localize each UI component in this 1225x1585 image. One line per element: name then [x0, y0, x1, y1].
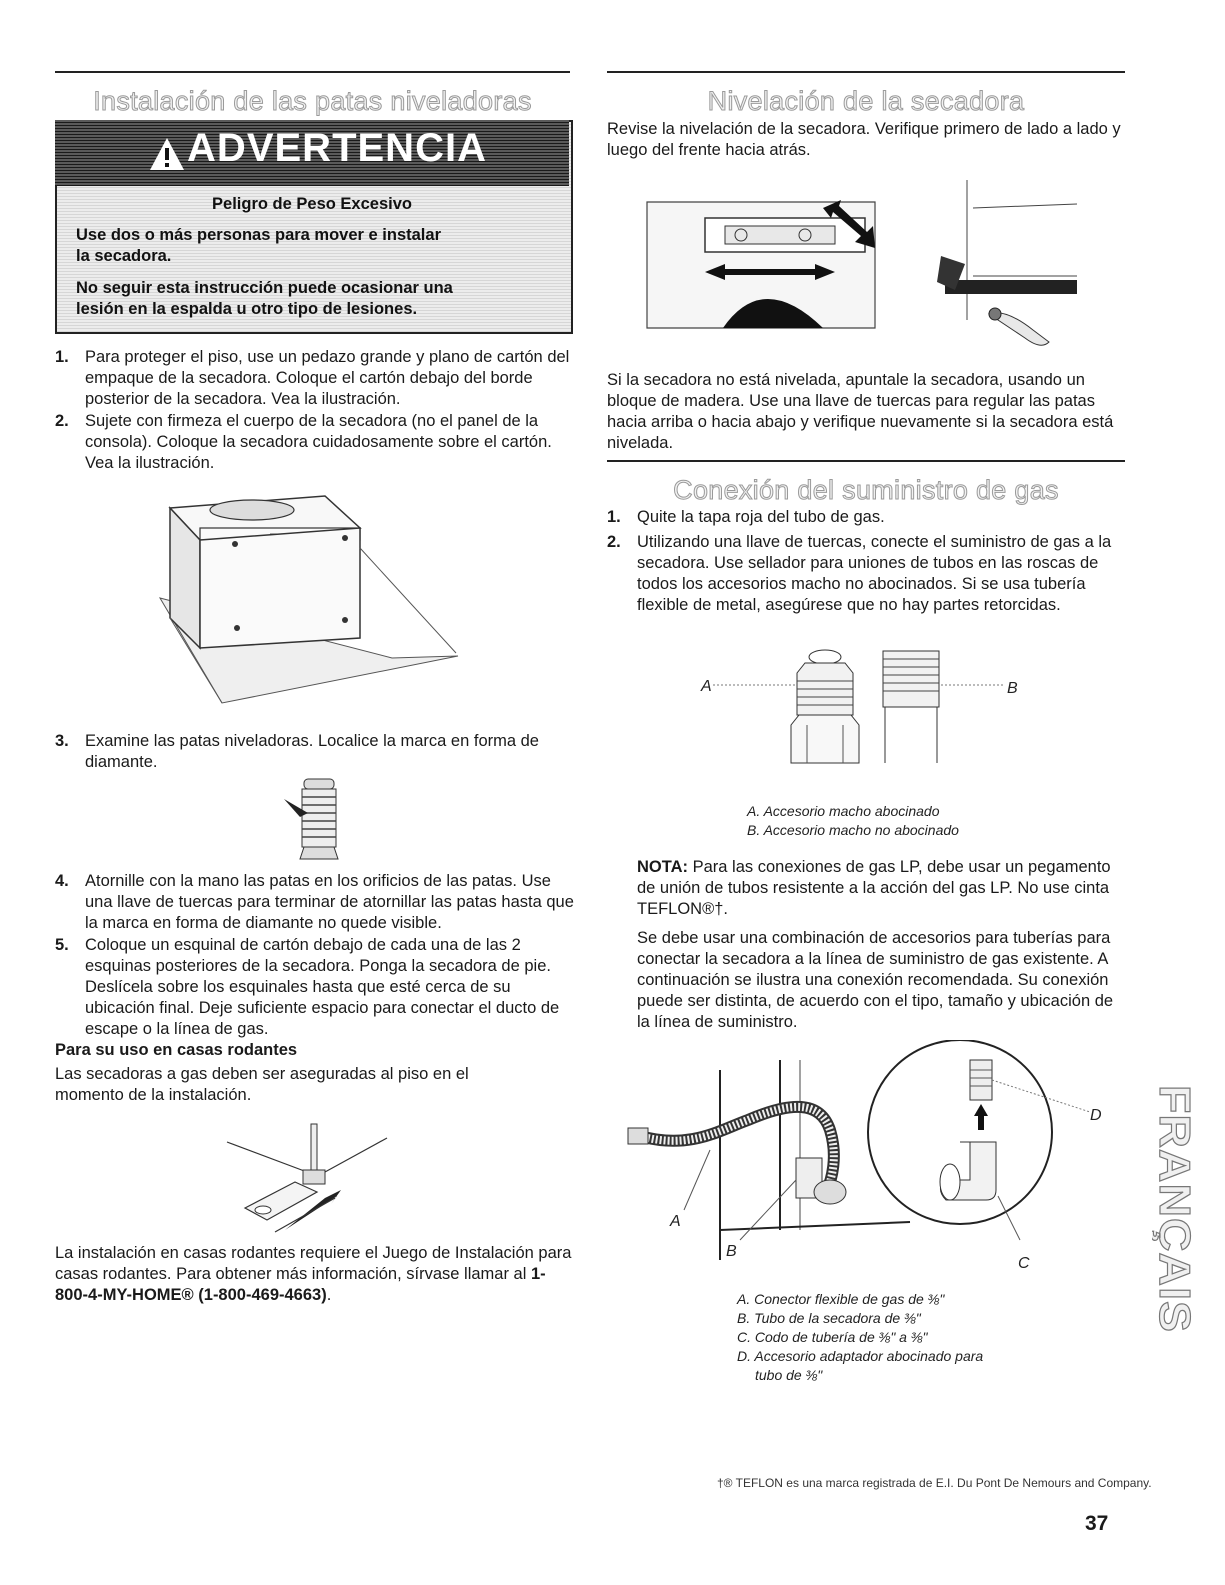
right-section-heading-2: Conexión del suministro de gas: [673, 475, 1059, 505]
right-section-heading-1: Nivelación de la secadora: [707, 86, 1025, 116]
mobile-home-text: Las secadoras a gas deben ser aseguradas al piso en el momento de la instalación.: [55, 1065, 469, 1104]
combo-text: Se debe usar una combinación de accesorios para tuberías para conectar la secadora a la línea de suministro de gas existente. A continuación se ilustra una conexión recomendada. Su conexión puede ser distinta, de acuerdo con el tipo, tamaño y ubicación de la línea de suministro.: [637, 929, 1114, 1031]
footnote: †® TEFLON es una marca registrada de E.I. Du Pont De Nemours and Company.: [717, 1476, 1152, 1490]
language-side-tab-label: FRANÇAIS: [1152, 1085, 1199, 1321]
warning-hazard: Peligro de Peso Excesivo: [212, 195, 412, 213]
right-mid-rule: [607, 460, 1125, 462]
list-item: 2. Utilizando una llave de tuercas, conecte el suministro de gas a la secadora. Use sellador para uniones de tubos en las roscas de todos los accesorios macho no abocinados. Si se usa tubería flexible de metal, asegúrese que no hay partes retorcidas.: [607, 533, 1112, 614]
gas-connection-illustration: [620, 1040, 1110, 1272]
list-item: 4. Atornille con la mano las patas en los orificios de las patas. Use una llave de tuercas para terminar de atornillar las patas hasta que la marca en forma de diamante no quede visible.: [55, 872, 574, 932]
conn-label-d: D: [1090, 1107, 1102, 1124]
fitting-caption-b: B. Accesorio macho no abocinado: [747, 822, 959, 838]
mobile-home-kit-body: La instalación en casas rodantes requiere el Juego de Instalación para casas rodantes. Para obtener más información, sírvase llamar al: [55, 1244, 572, 1283]
fitting-caption-a: A. Accesorio macho abocinado: [747, 803, 940, 819]
note-label: NOTA:: [637, 858, 689, 876]
conn-caption-c: C. Codo de tubería de ⅜" a ⅜": [737, 1329, 928, 1345]
note-text: Para las conexiones de gas LP, debe usar un pegamento de unión de tubos resistente a la acción del gas LP. No use cinta TEFLON®†.: [637, 858, 1111, 918]
page-number: 37: [1085, 1512, 1109, 1535]
conn-caption-d2: tubo de ⅜": [755, 1367, 823, 1383]
list-item: 2. Sujete con firmeza el cuerpo de la secadora (no el panel de la consola). Coloque la secadora cuidadosamente sobre el cartón. Vea la ilustración.: [55, 412, 552, 472]
warning-line-3: No seguir esta instrucción puede ocasionar una: [76, 279, 453, 297]
fitting-label-a: A: [701, 678, 712, 695]
list-item: 1. Quite la tapa roja del tubo de gas.: [607, 508, 885, 526]
warning-line-1: Use dos o más personas para mover e instalar: [76, 226, 441, 244]
mobile-home-kit-text: La instalación en casas rodantes requiere el Juego de Instalación para casas rodantes. Para obtener más información, sírvase llamar al 1-800-4-MY-HOME® (1-800-469-4663).: [55, 1244, 572, 1304]
conn-label-a: A: [670, 1213, 681, 1230]
mobile-home-heading: Para su uso en casas rodantes: [55, 1041, 298, 1059]
level-adjust-text: Si la secadora no está nivelada, apuntale la secadora, usando un bloque de madera. Use una llave de tuercas para regular las patas hacia arriba o hacia abajo y verifique nuevamente si la secadora está nivelada.: [607, 371, 1114, 452]
conn-label-c: C: [1018, 1255, 1030, 1272]
list-item: 1. Para proteger el piso, use un pedazo grande y plano de cartón del empaque de la secadora. Coloque el cartón debajo del borde posterior de la secadora. Vea la ilustración.: [55, 348, 570, 408]
leveling-leg-illustration: [282, 775, 352, 865]
warning-line-4: lesión en la espalda u otro tipo de lesiones.: [76, 300, 418, 318]
conn-caption-d: D. Accesorio adaptador abocinado para: [737, 1348, 984, 1364]
list-item: 5. Coloque un esquinal de cartón debajo de cada una de las 2 esquinas posteriores de la secadora. Ponga la secadora de pie. Deslícela sobre los esquinales hasta que esté cerca de su ubicación final. Deje suficiente espacio para conectar el ducto de escape o la línea de gas.: [55, 936, 560, 1038]
right-top-rule: [607, 71, 1125, 73]
fitting-label-b: B: [1007, 680, 1018, 697]
conn-caption-a: A. Conector flexible de gas de ⅜": [737, 1291, 945, 1307]
note-paragraph: [637, 857, 1125, 920]
warning-title: ADVERTENCIA: [187, 126, 487, 170]
list-item: 3. Examine las patas niveladoras. Localice la marca en forma de diamante.: [55, 732, 539, 771]
mobile-home-bracket-illustration: [225, 1120, 395, 1240]
warning-line-2: la secadora.: [76, 247, 172, 265]
fittings-illustration: [695, 643, 1025, 771]
language-side-tab: [1152, 1085, 1206, 1335]
dryer-leveling-illustration: [645, 180, 1085, 355]
level-intro-text: Revise la nivelación de la secadora. Verifique primero de lado a lado y luego del frente hacia atrás.: [607, 120, 1121, 159]
conn-caption-b: B. Tubo de la secadora de ⅜": [737, 1310, 921, 1326]
left-top-rule: [55, 71, 570, 73]
left-section-heading: Instalación de las patas niveladoras: [93, 86, 532, 116]
mobile-home-phone: 1-800-4-MY-HOME® (1-800-469-4663): [55, 1265, 546, 1304]
dryer-on-cardboard-illustration: [140, 478, 470, 710]
conn-label-b: B: [726, 1243, 737, 1260]
